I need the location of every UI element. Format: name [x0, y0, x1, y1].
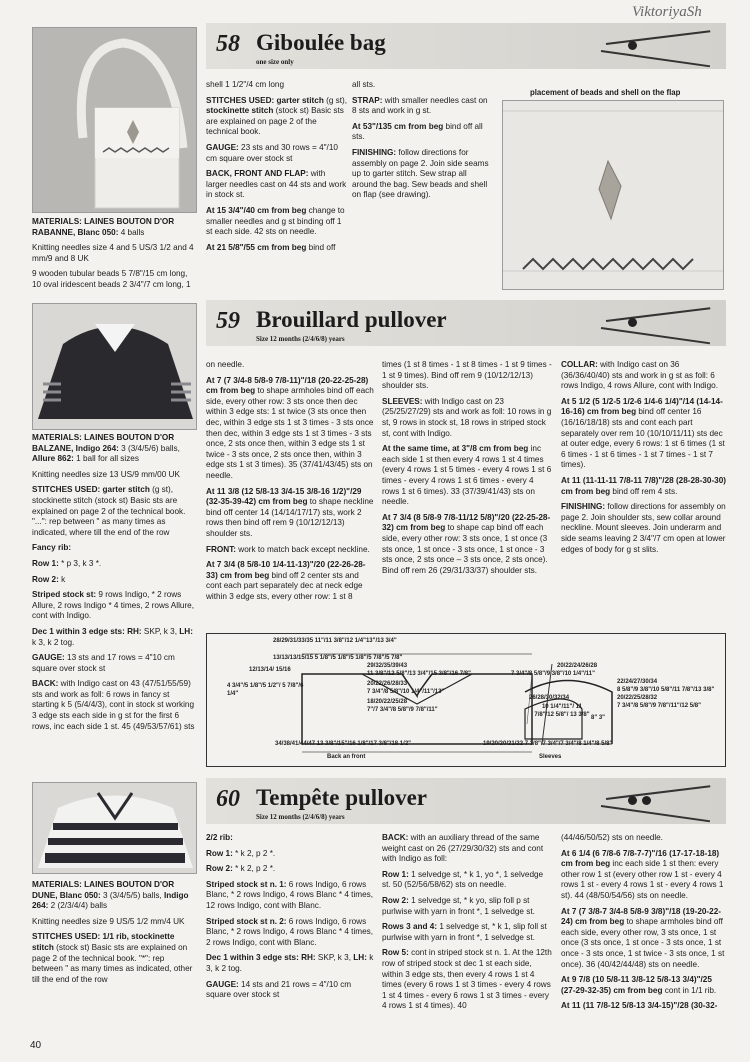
paragraph	[32, 543, 195, 554]
dim-m1: 29/32/35/39/43	[367, 663, 408, 669]
paragraph	[206, 169, 348, 201]
body-text: bind off	[306, 242, 336, 252]
bold-lead: Row 5:	[382, 948, 409, 958]
body-text: Knitting needles size 9 US/5 1/2 mm/4 UK	[32, 916, 185, 926]
sleeve-r1: 22/24/27/30/34	[617, 679, 658, 685]
bold-lead: At 11 (11 7/8-12 5/8-13 3/4-15)"/28 (30-32-	[561, 1001, 718, 1011]
dim-m6: 7"/7 3/4"/8 5/8"/9 7/8"/11"	[367, 707, 438, 713]
pattern-subtitle: Size 12 months (2/4/6/8) years	[256, 335, 345, 343]
paragraph	[206, 864, 374, 875]
body-text: bind off all sts.	[352, 121, 483, 142]
bold-lead: Dec 1 within 3 edge sts: RH:	[206, 953, 316, 963]
body-text: bind off center 16 (16/16/18/18) sts and cont each part separately over rem 10 (10/10/11/11) sts dec at outer edge, every 6 rows: 1 st 6 times (1 st 6 times - 1 st 6 times - 1 st 7 times - 1 st 7 times).	[561, 407, 725, 470]
bold-lead: At 7 3/4 (8 5/8-10 1/4-11-13)"/20 (22-26-28-33) cm from beg	[206, 560, 366, 580]
pattern-58-header	[206, 23, 726, 69]
paragraph	[206, 545, 374, 556]
diagram-caption-sleeves: Sleeves	[539, 754, 562, 760]
body-text: on needle.	[206, 360, 245, 369]
paragraph	[561, 360, 726, 392]
bold-lead: 2/2 rib:	[206, 833, 233, 842]
body-text: with an auxiliary thread of the same weight cast on 26 (27/29/30/32) sts and cont with Indigo as foll:	[382, 833, 544, 864]
paragraph	[382, 360, 552, 392]
body-text: SKP, k 3,	[141, 626, 180, 636]
paragraph	[206, 96, 348, 138]
p59-col2	[206, 360, 374, 607]
paragraph	[382, 444, 552, 508]
bold-lead: Row 2:	[32, 574, 59, 584]
body-text: to shape neckline bind off center 14 (14/14/17/17) sts, work 2 rows then bind off rem 9 (10/12/12/13) shoulder sts.	[206, 497, 374, 538]
p60-col2	[206, 833, 374, 1006]
body-text: 13 sts and 17 rows = 4"10 cm square over stock st	[32, 653, 175, 673]
bold-lead: SLEEVES:	[382, 396, 423, 406]
paragraph	[561, 907, 726, 971]
bold-lead: LH:	[179, 626, 193, 636]
dim-m3: 20/22/26/28/33	[367, 681, 408, 687]
signature: ViktoriyaSh	[632, 4, 702, 20]
sleeve-r3: 20/22/25/28/32	[617, 695, 658, 701]
paragraph	[206, 243, 348, 254]
bold-lead: At 7 (7 3/8-7 3/4-8 5/8-9 3/8)"/18 (19-20-22-24) cm from beg	[561, 906, 721, 927]
paragraph	[206, 376, 374, 482]
paragraph	[382, 833, 552, 865]
body-text: Knitting needles size 13 US/9 mm/00 UK	[32, 469, 180, 479]
paragraph	[352, 122, 492, 143]
body-text: times (1 st 8 times - 1 st 8 times - 1 st 9 times - 1 st 9 times). Bind off rem 9 (10/12/12/13) shoulder sts.	[382, 360, 552, 391]
body-text: 6 rows Indigo, 6 rows Blanc, * 2 rows Indigo, 4 rows Blanc * 4 times, 2 rows Indigo, cont with Blanc.	[206, 916, 374, 947]
bold-lead: STRAP:	[352, 95, 383, 105]
body-text: 1 selvedge st, * k yo, slip foll p st purlwise with yarn in front *, 1 selvedge st.	[382, 895, 535, 916]
paragraph	[382, 922, 552, 943]
bold-lead: Allure 862:	[32, 454, 74, 464]
body-text: follow directions for assembly on page 2. Join shoulder sts, sew collar around neckline. Mount sleeves. Join underarm and side seams leaving 2 3/4"/7 cm open at lower edges of body for g st slits.	[561, 502, 726, 554]
sleeve-top1: 20/22/24/26/28	[557, 663, 598, 669]
body-text: to shape armholes bind off each side, every other row, 3 sts once, 1 st once (3 sts once, 1 st once - 3 sts once, 1 st once - 3 sts once, 1 st twice - 3 sts once, 1 st once). 36 (40/42/44/48) sts on needle.	[561, 917, 725, 969]
body-text: with Indigo cast on 36 (36/36/40/40) sts and work in g st as foll: 6 rows Indigo, 4 rows Allure, cont with Indigo.	[561, 360, 719, 391]
bold-lead: STITCHES USED: garter stitch	[32, 485, 150, 495]
body-text: all sts.	[352, 80, 376, 89]
bold-lead: Striped stock st n. 2:	[206, 916, 287, 926]
paragraph	[206, 849, 374, 860]
bold-lead: At 53"/135 cm from beg	[352, 121, 444, 131]
body-text: work to match back except neckline.	[236, 544, 370, 554]
paragraph	[382, 896, 552, 917]
paragraph	[206, 80, 348, 91]
paragraph	[32, 932, 195, 985]
paragraph	[32, 627, 195, 648]
body-text: (g st), stockinette stitch (stock st) Basic sts are explained on page 2 of the technical book. "...": rep between " as many times as indicated, where till the end of the row	[32, 485, 186, 537]
bold-lead: At 9 7/8 (10 5/8-11 3/8-12 5/8-13 3/4)"/25 (27-29-32-35) cm from beg	[561, 975, 712, 995]
body-text: cont in striped stock st n. 1. At the 12th row of striped stock st dec 1 st each side, within 3 edge sts, then every 4 rows 1 st 4 times (every 6 rows 1 st 3 times - every 4 rows 1 st 4 times - every 6 rows 1 st 3 times - every 4 rows 1 st 4 times). 40	[382, 948, 552, 1011]
paragraph	[206, 560, 374, 602]
bold-lead: Row 1:	[382, 869, 409, 879]
body-text: bind off 2 center sts and cont each part separately dec at neck edge within 3 edge sts, every other row: 1 st 8	[206, 570, 363, 601]
bold-lead: At 15 3/4"/40 cm from beg	[206, 205, 307, 215]
paragraph	[382, 870, 552, 891]
body-text: 1 selvedge st, * k 1, yo *, 1 selvedge st. 50 (52/56/58/62) sts on needle.	[382, 869, 544, 890]
diagram-caption-body: Back an front	[327, 754, 366, 760]
body-text: 2 (2/3/4/4) balls	[48, 901, 108, 911]
bold-lead: MATERIALS: LAINES BOUTON D'OR DUNE, Blanc 050:	[32, 880, 175, 900]
paragraph	[561, 397, 726, 471]
body-text: with Indigo cast on 43 (47/51/55/59) sts and work as foll: 6 rows in fancy st starting k 5 (5/4/4/3), cont in stock st working 3 edge sts each side in g st for the first 6 rows, inc each side 1 st. 45 (49/53/57/61) sts	[32, 679, 195, 731]
dim-bottom: 34/38/41/44/47 13 3/8"/15"/16 1/8"/17 3/8"/18 1/2"	[275, 741, 411, 747]
paragraph	[32, 679, 195, 732]
sleeve-r2: 8 5/8"/9 3/8"/10 5/8"/11 7/8"/13 3/8"	[617, 687, 715, 693]
dim-neck-width: 13/13/13/15/15 5 1/8"/5 1/8"/5 1/8"/5 7/8"/5 7/8"	[273, 655, 403, 661]
body-text: change to smaller needles and g st binding off 1 st each side. 42 sts on needle.	[206, 205, 345, 237]
bold-lead: FINISHING:	[352, 147, 397, 157]
bold-lead: BACK:	[382, 833, 409, 842]
paragraph	[206, 143, 348, 164]
bold-lead: Indigo 264:	[32, 890, 189, 911]
pattern-number: 60	[216, 786, 240, 812]
paragraph	[32, 470, 195, 481]
body-text: inc each side 1 st then: every other row 1 st (every other row 1 st - every 4 rows 1 st - every 4 rows 1 st - every 4 rows 1 st). 44 (48/50/54/56) sts on needle.	[561, 859, 724, 900]
pattern-subtitle: Size 12 months (2/4/6/8) years	[256, 813, 345, 821]
paragraph	[32, 485, 195, 538]
dim-m2: 11 3/8"/12 5/8"/13 3/4"/15 3/8"/16 7/8"	[367, 671, 471, 677]
p60-col3	[382, 833, 552, 1017]
bold-lead: COLLAR:	[561, 360, 598, 369]
bold-lead: At 7 3/4 (8 5/8-9 7/8-11/12 5/8)"/20 (22-25-28-32) cm from beg	[382, 512, 551, 533]
bold-lead: At 11 3/8 (12 5/8-13 3/4-15 3/8-16 1/2)"/29 (32-35-39-42) cm from beg	[206, 486, 362, 507]
p60-col1	[32, 880, 195, 990]
bold-lead: MATERIALS: LAINES BOUTON D'OR RABANNE, Blanc 050:	[32, 217, 175, 237]
sleeve-bottom: 19/20/20/21/22 7 3/8"/7 3/4"/7 3/4"/8 1/4"/8 5/8"	[483, 741, 613, 747]
paragraph	[352, 96, 492, 117]
bold-lead: Striped stock st n. 1:	[206, 879, 287, 889]
body-text: shell 1 1/2"/4 cm long	[206, 80, 285, 89]
paragraph	[382, 513, 552, 577]
paragraph	[206, 917, 374, 949]
sleeve-mid2: 10 1/4"/11"/ 11 7/8"/12 5/8"/ 13 3/8"	[534, 704, 590, 718]
sleeve-side: 8" 3"	[591, 715, 606, 721]
paragraph	[561, 975, 726, 996]
bold-lead: Row 1:	[32, 558, 59, 568]
paragraph	[352, 80, 492, 91]
paragraph	[32, 590, 195, 622]
paragraph	[206, 487, 374, 540]
body-text: * k 2, p 2 *.	[232, 848, 276, 858]
bold-lead: At 7 (7 3/4-8 5/8-9 7/8-11)"/18 (20-22-25-28) cm from beg	[206, 375, 369, 396]
body-text: (stock st) Basic sts are explained on page 2 of the technical book. "*": rep between " as many times as indicated, other till the end of the row	[32, 942, 193, 984]
pattern-60-header	[206, 778, 726, 824]
bold-lead: GAUGE:	[206, 142, 239, 152]
paragraph	[352, 148, 492, 201]
body-text: (stock st) Basic sts are explained on page 2 of the technical book.	[206, 106, 344, 137]
paragraph	[206, 953, 374, 974]
dim-m4: 7 3/4"/8 5/8"/10 1/4"/11"/13"	[367, 689, 445, 695]
bold-lead: At the same time, at 3"/8 cm from beg	[382, 444, 529, 454]
pattern-59-header	[206, 300, 726, 346]
p59-col4	[561, 360, 726, 560]
bold-lead: Row 1:	[206, 848, 233, 858]
paragraph	[206, 206, 348, 238]
tempete-photo	[32, 782, 197, 874]
bold-lead: STITCHES USED: garter stitch	[206, 95, 324, 105]
schematic-diagram	[206, 633, 726, 767]
bold-lead: Rows 3 and 4:	[382, 922, 438, 932]
body-text: k	[58, 574, 66, 584]
dim-m5: 18/20/22/25/28	[367, 699, 408, 705]
bold-lead: GAUGE:	[206, 979, 239, 989]
bold-lead: At 11 (11-11-11 7/8-11 7/8)"/28 (28-28-30-30) cm from beg	[561, 475, 727, 496]
pattern-title: Brouillard pullover	[256, 307, 447, 332]
bold-lead: Row 2:	[206, 864, 233, 874]
page-number: 40	[30, 1040, 42, 1051]
paragraph	[206, 360, 374, 371]
bag-photo	[32, 27, 197, 213]
body-text: k 3, k 2 tog.	[32, 637, 75, 647]
body-text: 3 (3/4/5/6) balls,	[118, 443, 180, 453]
paragraph	[206, 880, 374, 912]
paragraph	[32, 559, 195, 570]
bold-lead: STITCHES USED: 1/1 rib, stockinette stitch	[32, 932, 175, 952]
paragraph	[382, 397, 552, 439]
bold-lead: FINISHING:	[561, 502, 606, 512]
flap-caption: placement of beads and shell on the flap	[530, 88, 681, 97]
body-text: 14 sts and 21 rows = 4"/10 cm square over stock st	[206, 979, 352, 1000]
paragraph	[561, 1001, 726, 1012]
paragraph	[32, 217, 195, 238]
bold-lead: LH:	[353, 953, 367, 963]
paragraph	[32, 880, 195, 912]
bold-lead: Striped stock st:	[32, 590, 97, 600]
bold-lead: At 5 1/2 (5 1/2-5 1/2-6 1/4-6 1/4)"/14 (14-14-16-16) cm from beg	[561, 396, 723, 417]
paragraph	[206, 980, 374, 1001]
bold-lead: Row 2:	[382, 895, 409, 905]
bold-lead: BACK, FRONT AND FLAP:	[206, 169, 309, 179]
p59-col3	[382, 360, 552, 581]
paragraph	[561, 849, 726, 902]
flap-photo	[502, 100, 724, 290]
body-text: with smaller needles cast on 8 sts and work in g st.	[352, 95, 488, 116]
body-text: * k 2, p 2 *.	[232, 864, 276, 874]
paragraph	[32, 433, 195, 465]
pattern-title: Tempête pullover	[256, 785, 427, 810]
paragraph	[32, 243, 195, 264]
pattern-number: 58	[216, 31, 240, 57]
body-text: 4 balls	[118, 227, 145, 237]
dim-top-width: 28/29/31/33/35 11"/11 3/8"/12 1/4"13"/13 3/4"	[273, 638, 397, 644]
body-text: bind off rem 4 sts.	[610, 486, 678, 496]
pattern-number: 59	[216, 308, 240, 334]
body-text: 1 ball for all sizes	[73, 454, 139, 464]
body-text: (44/46/50/52) sts on needle.	[561, 833, 663, 842]
body-text: (g st),	[323, 95, 348, 105]
bold-lead: stockinette stitch	[206, 106, 274, 116]
sleeve-mid1: 26/28/30/32/34	[529, 695, 570, 701]
brouillard-photo	[32, 303, 197, 430]
bold-lead: GAUGE:	[32, 653, 65, 663]
paragraph	[32, 575, 195, 586]
bold-lead: BACK:	[32, 679, 59, 689]
body-text: 23 sts and 30 rows = 4"/10 cm square over stock st	[206, 142, 338, 163]
bold-lead: Fancy rib:	[32, 543, 72, 553]
body-text: 6 rows Indigo, 6 rows Blanc, * 2 rows Indigo, 4 rows Blanc * 4 times, 12 rows Indigo, cont with Blanc.	[206, 879, 374, 910]
body-text: k 3, k 2 tog.	[206, 953, 374, 973]
dim-shoulder-in: 4 3/4"/5 1/8"/5 1/2"/ 5 7/8"/6 1/4"	[227, 683, 304, 697]
body-text: with larger needles cast on 44 sts and work in stock st.	[206, 169, 347, 200]
dim-shoulder: 12/13/14/ 15/16	[249, 667, 291, 673]
body-text: to shape cap bind off each side, every other row: 3 sts once, 1 st once (3 sts once, 1 st once - 3 sts once, 1 st once - 3 sts once, 2 sts once – 3 sts once, 2 sts once). Bind off rem 26 (29/31/33/37) shoulder sts.	[382, 523, 548, 575]
bold-lead: At 21 5/8"/55 cm from beg	[206, 242, 307, 252]
paragraph	[32, 917, 195, 928]
sleeve-top2: 7 3/4"/8 5/8"/9 3/8"/10 1/4"/11"	[511, 671, 595, 677]
body-text: inc each side 1 st then every 4 rows 1 st 4 times (every 4 rows 1 st 5 times - every 4 rows 1 st 6 times - every 4 rows 1 st 6 times - every 4 rows 1 st 6 times). 33 (37/39/41/43) sts on needle.	[382, 444, 552, 507]
p58-col1	[32, 217, 195, 296]
body-text: * p 3, k 3 *.	[58, 558, 102, 568]
body-text: SKP, k 3,	[315, 953, 354, 963]
paragraph	[561, 833, 726, 844]
paragraph	[561, 476, 726, 497]
paragraph	[32, 269, 195, 290]
body-text: 3 (3/4/5/5) balls,	[100, 890, 164, 900]
body-text: 9 rows Indigo, * 2 rows Allure, 2 rows Indigo * 4 times, 2 rows Allure, cont with Indigo.	[32, 590, 194, 621]
p60-col4	[561, 833, 726, 1017]
body-text: cont in 1/1 rib.	[662, 985, 717, 995]
bold-lead: Dec 1 within 3 edge sts: RH:	[32, 626, 142, 636]
paragraph	[32, 653, 195, 674]
body-text: 1 selvedge st, * k 1, slip foll st purlwise with yarn in front *, 1 selvedge st.	[382, 922, 547, 942]
p59-col1	[32, 433, 195, 737]
body-text: to shape armholes bind off each side, every other row: 3 sts once then dec within 3 edge sts: 1 st twice (3 sts once then dec, within 3 edge sts 1 st 3 times - 3 sts once then dec, within 3 edge sts 1 st 3 times - 3 sts once, 2 sts once then, within 3 edge sts 1 st twice - 3 sts once, 2 sts once then, within 3 edge sts 1 st 3 times). 35 (37/41/43/45) sts on needle.	[206, 386, 374, 480]
body-text: 9 wooden tubular beads 5 7/8"/15 cm long, 10 oval iridescent beads 2 3/4"/7 cm long, 1	[32, 269, 191, 289]
bold-lead: At 6 1/4 (6 7/8-6 7/8-7-7)"/16 (17-17-18-18) cm from beg	[561, 848, 720, 869]
body-text: Knitting needles size 4 and 5 US/3 1/2 and 4 mm/9 and 8 UK	[32, 243, 194, 263]
paragraph	[561, 502, 726, 555]
sleeve-r4: 7 3/4"/8 5/8"/9 7/8"/11"/12 5/8"	[617, 703, 701, 709]
paragraph	[206, 833, 374, 844]
p58-col3	[352, 80, 492, 206]
body-text: with Indigo cast on 23 (25/25/27/29) sts and work as foll: 10 rows in g st, 9 rows in stock st, 18 rows in striped stock st, cont with Indigo.	[382, 396, 552, 438]
paragraph	[382, 948, 552, 1012]
body-text: follow directions for assembly on page 2. Join side seams up to garter stitch. Sew strap all around the bag. Sew beads and shell on flap (see drawing).	[352, 147, 489, 200]
bold-lead: FRONT:	[206, 544, 237, 554]
pattern-subtitle: one size only	[256, 58, 294, 66]
bold-lead: MATERIALS: LAINES BOUTON D'OR BALZANE, Indigo 264:	[32, 433, 175, 453]
pattern-title: Giboulée bag	[256, 30, 386, 55]
p58-col2	[206, 80, 348, 258]
